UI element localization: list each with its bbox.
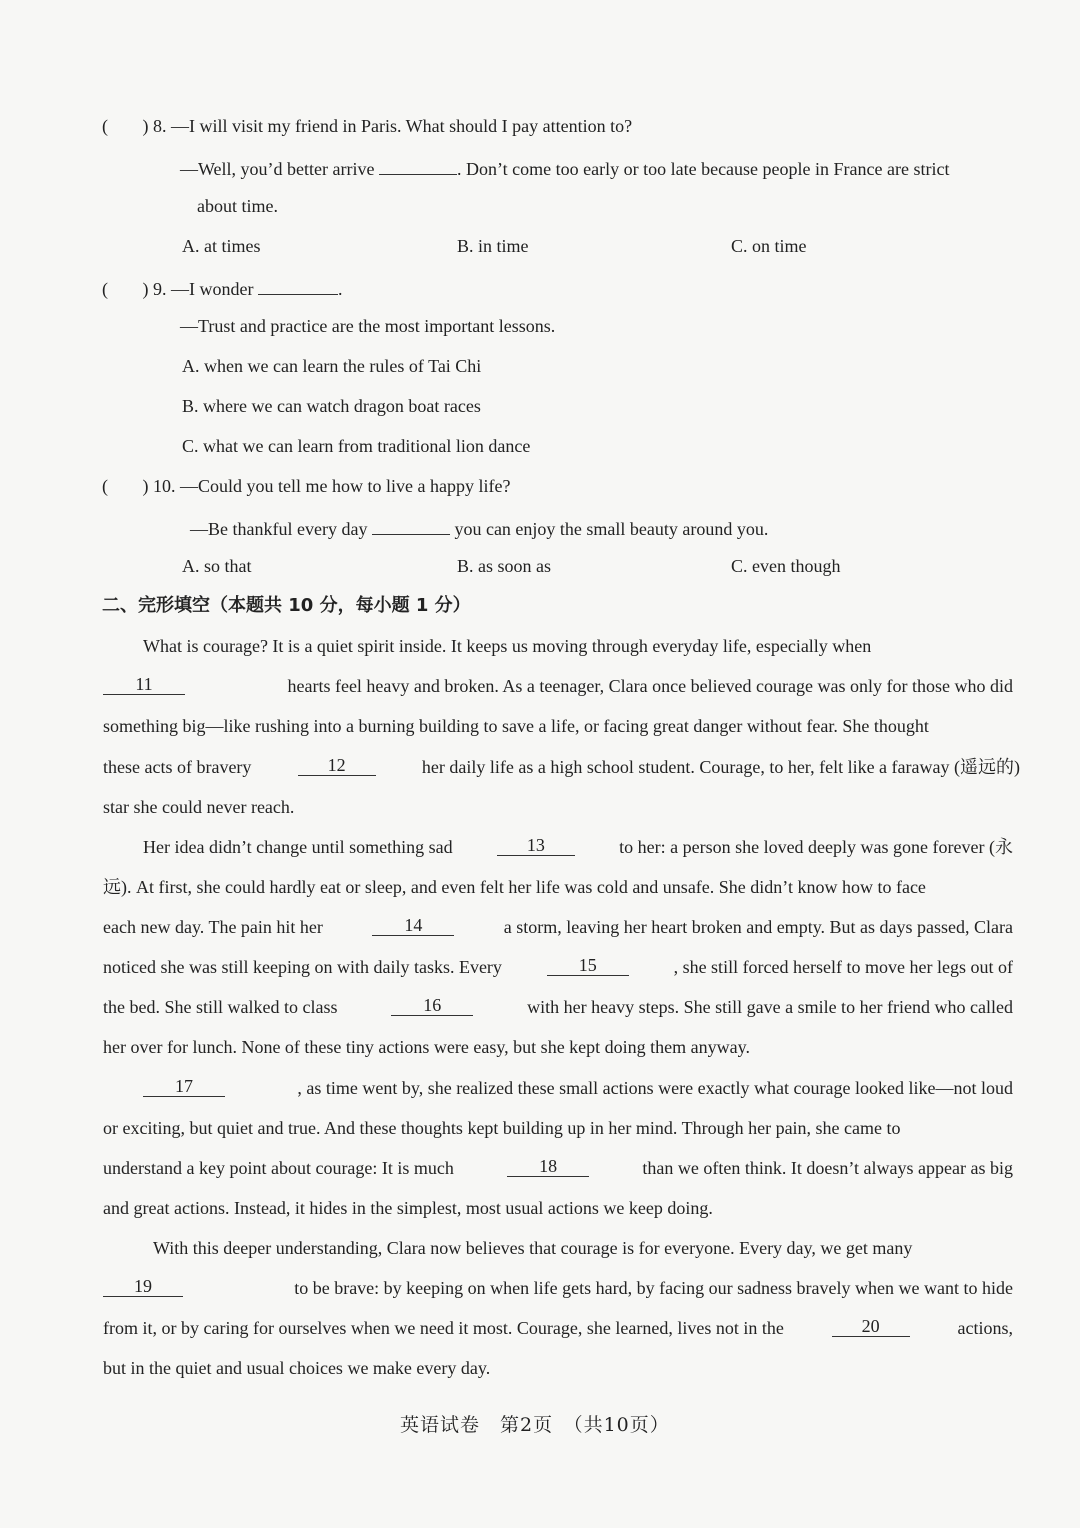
section-heading: 二、完形填空（本题共 10 分，每小题 1 分） xyxy=(102,595,471,616)
blank-17: 17 xyxy=(143,1076,225,1097)
blank-13: 13 xyxy=(497,835,575,856)
passage-line: from it, or by caring for ourselves when we need it most. Courage, she learned, lives not in the 20 actions, xyxy=(103,1316,1013,1338)
passage-line: each new day. The pain hit her 14 a storm, leaving her heart broken and empty. But as days passed, Clara xyxy=(103,915,1013,937)
passage-line: 远). At first, she could hardly eat or sleep, and even felt her life was cold and unsafe. She didn’t know how to face xyxy=(103,877,926,897)
answer-blank xyxy=(372,514,450,535)
question-number: ) 9. xyxy=(142,279,167,299)
blank-20: 20 xyxy=(832,1316,910,1337)
passage-line: but in the quiet and usual choices we make every day. xyxy=(103,1358,491,1378)
passage-line: 11 hearts feel heavy and broken. As a teenager, Clara once believed courage was only for those who did xyxy=(103,674,1013,698)
question-number: ) 10. xyxy=(142,476,176,496)
question-10-option-b: B. as soon as xyxy=(457,556,551,576)
passage-line: With this deeper understanding, Clara now believes that courage is for everyone. Every day, we get many xyxy=(153,1238,913,1258)
question-10-option-a: A. so that xyxy=(182,556,252,576)
question-8-reply-cont: about time. xyxy=(197,196,278,216)
answer-bracket: ( xyxy=(102,116,108,136)
question-9-option-b: B. where we can watch dragon boat races xyxy=(182,396,481,416)
answer-blank xyxy=(379,154,457,175)
passage-line: 17 , as time went by, she realized these small actions were exactly what courage looked like—not loud xyxy=(143,1076,1013,1100)
question-8-option-a: A. at times xyxy=(182,236,261,256)
question-9-reply: —Trust and practice are the most important lessons. xyxy=(180,316,556,336)
passage-line: Her idea didn’t change until something sad 13 to her: a person she loved deeply was gone forever (永 xyxy=(143,835,1013,857)
question-10-stem: ( ) 10. —Could you tell me how to live a happy life? xyxy=(102,476,511,496)
blank-12: 12 xyxy=(298,755,376,776)
blank-19: 19 xyxy=(103,1276,183,1297)
passage-line: the bed. She still walked to class 16 with her heavy steps. She still gave a smile to her friend who called xyxy=(103,995,1013,1017)
question-text: —I will visit my friend in Paris. What should I pay attention to? xyxy=(171,116,633,136)
question-9-option-c: C. what we can learn from traditional lion dance xyxy=(182,436,531,456)
question-10-option-c: C. even though xyxy=(731,556,841,576)
question-8-reply: —Well, you’d better arrive . Don’t come too early or too late because people in France are strict xyxy=(180,154,949,181)
passage-line: and great actions. Instead, it hides in the simplest, most usual actions we keep doing. xyxy=(103,1198,713,1218)
passage-line: noticed she was still keeping on with daily tasks. Every 15 , she still forced herself to move her legs out of xyxy=(103,955,1013,977)
question-9-option-a: A. when we can learn the rules of Tai Chi xyxy=(182,356,482,376)
question-8-stem xyxy=(102,114,632,138)
answer-blank xyxy=(258,274,338,295)
passage-line: 19 to be brave: by keeping on when life gets hard, by facing our sadness bravely when we want to hide xyxy=(103,1276,1013,1300)
blank-18: 18 xyxy=(507,1156,589,1177)
passage-line: What is courage? It is a quiet spirit inside. It keeps us moving through everyday life, especially when xyxy=(143,636,872,656)
blank-16: 16 xyxy=(391,995,473,1016)
question-8-option-c: C. on time xyxy=(731,236,807,256)
passage-line: star she could never reach. xyxy=(103,797,295,817)
passage-line: her over for lunch. None of these tiny actions were easy, but she kept doing them anyway. xyxy=(103,1037,750,1057)
passage-line: something big—like rushing into a burning building to save a life, or facing great danger without fear. She thought xyxy=(103,716,929,736)
question-number: ) 8. xyxy=(142,116,167,136)
passage-line: or exciting, but quiet and true. And these thoughts kept building up in her mind. Through her pain, she came to xyxy=(103,1118,901,1138)
blank-11: 11 xyxy=(103,674,185,695)
question-8-option-b: B. in time xyxy=(457,236,529,256)
page-footer: 英语试卷 第2页 （共10页） xyxy=(400,1414,670,1436)
answer-bracket: ( xyxy=(102,476,108,496)
passage-line: these acts of bravery 12 her daily life as a high school student. Courage, to her, felt like a faraway (遥远的) xyxy=(103,755,1020,777)
blank-14: 14 xyxy=(372,915,454,936)
question-10-reply: —Be thankful every day you can enjoy the small beauty around you. xyxy=(190,514,768,541)
question-9-stem: ( ) 9. —I wonder . xyxy=(102,274,342,301)
passage-line: understand a key point about courage: It is much 18 than we often think. It doesn’t always appear as big xyxy=(103,1156,1013,1178)
answer-bracket: ( xyxy=(102,279,108,299)
blank-15: 15 xyxy=(547,955,629,976)
